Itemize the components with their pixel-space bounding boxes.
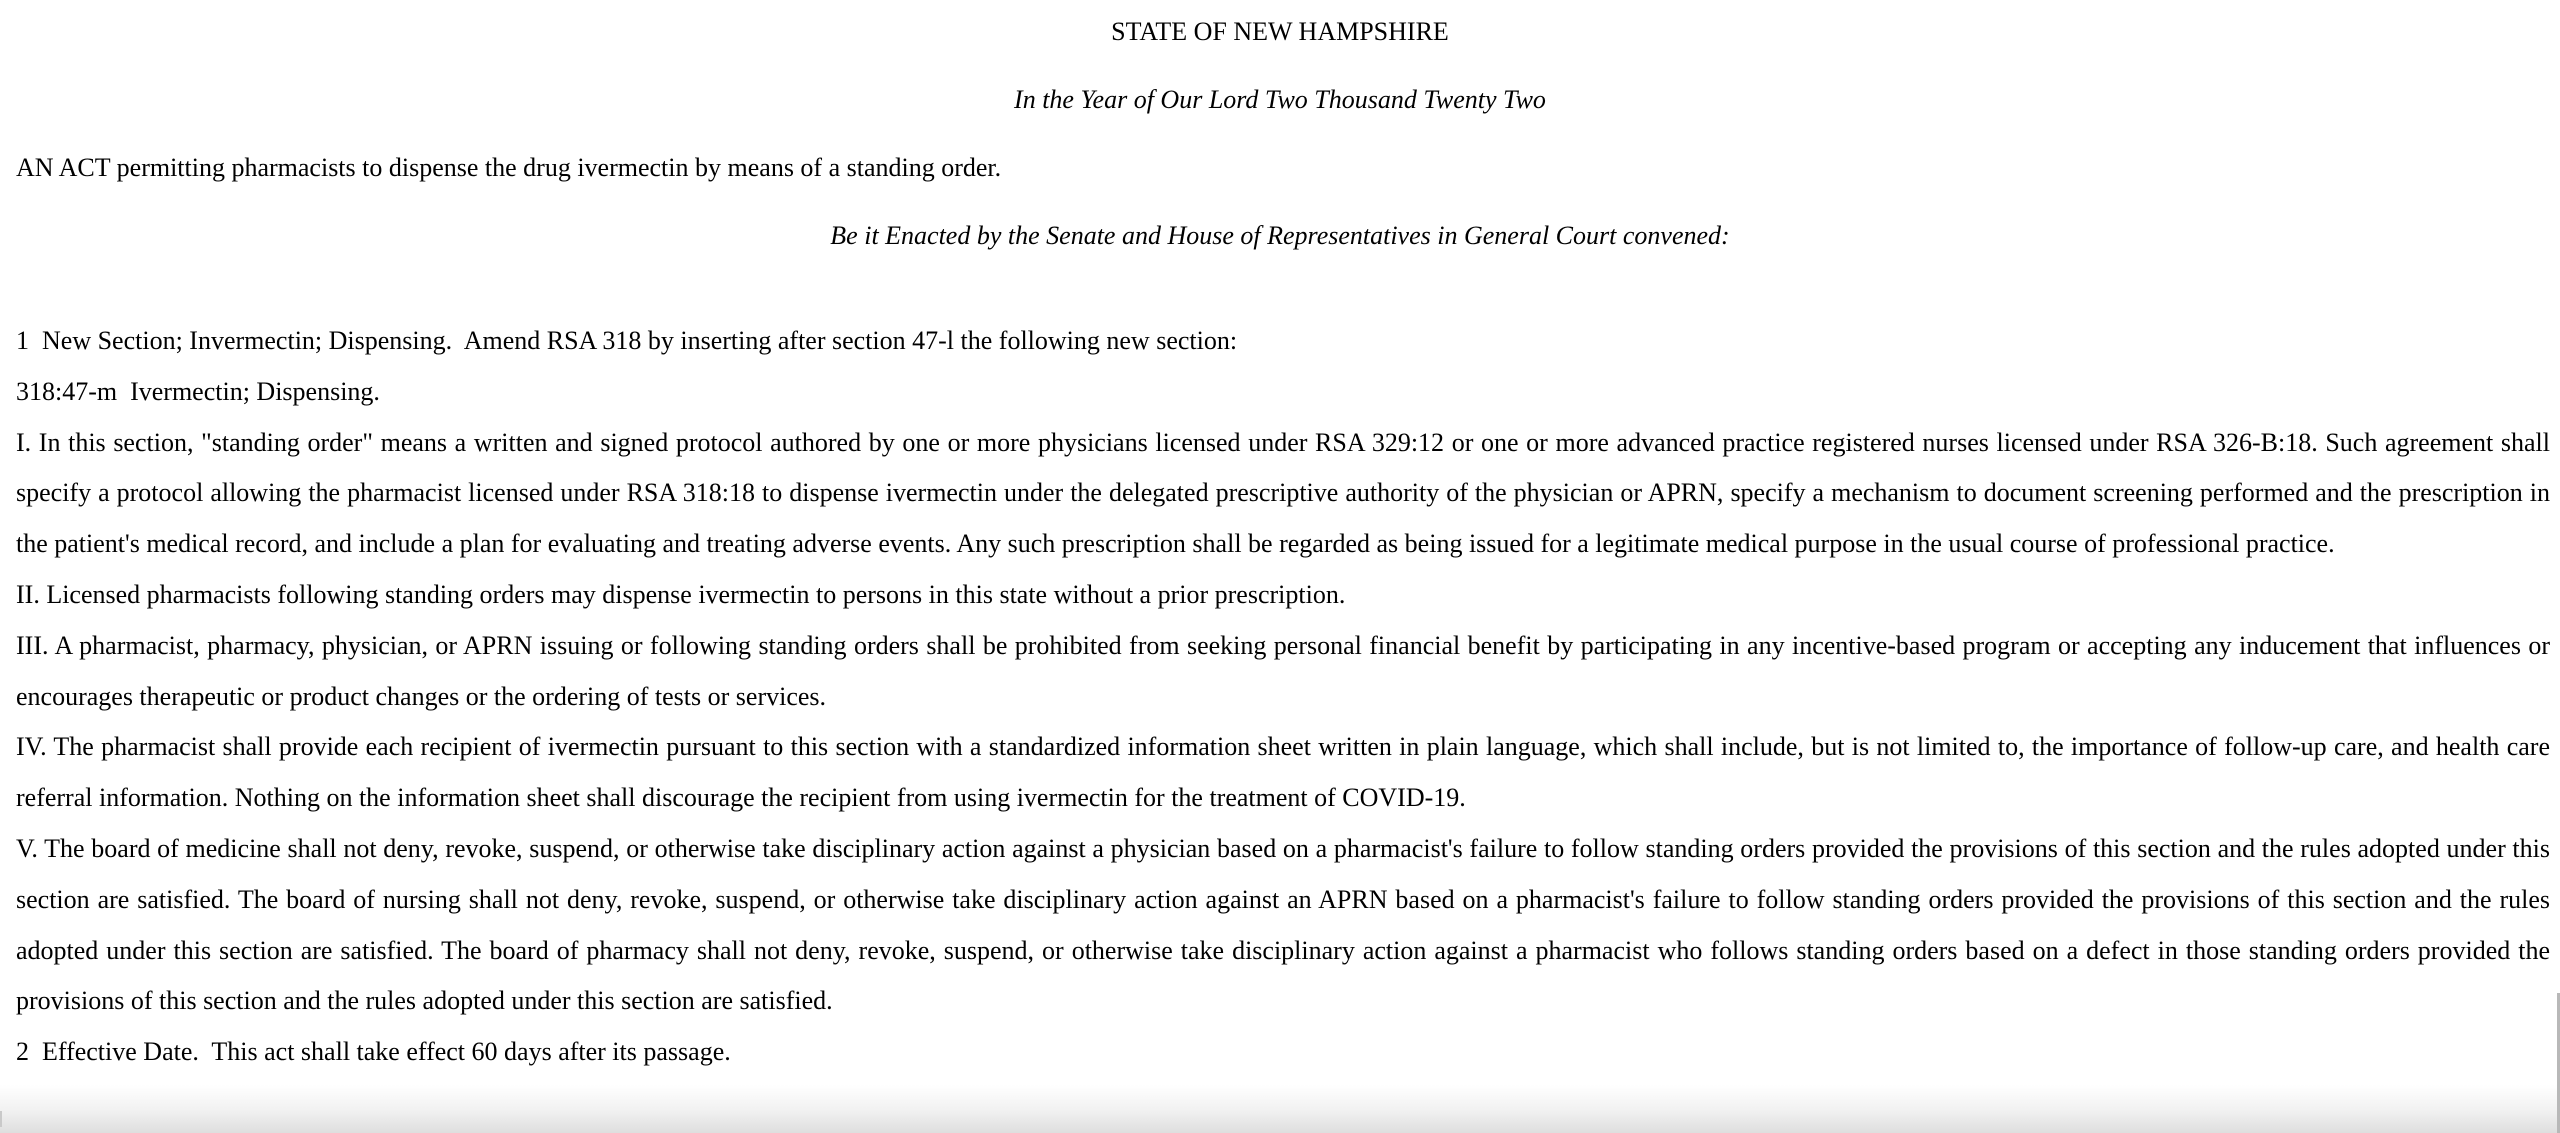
page-left-edge-shadow [0, 1111, 2, 1127]
act-title-line: AN ACT permitting pharmacists to dispense the drug ivermectin by means of a standing order. [16, 153, 1002, 182]
section-1-intro-line: 1 New Section; Invermectin; Dispensing. Amend RSA 318 by inserting after section 47-l the following new section: [16, 326, 1238, 355]
paragraph-iii: III. A pharmacist, pharmacy, physician, or APRN issuing or following standing orders shall be prohibited from seeking personal financial benefit by participating in any incentive-based program or accepting any inducement that influences or encourages therapeutic or product changes or the ordering of tests or services. [16, 630, 2557, 711]
paragraph-i: I. In this section, "standing order" means a written and signed protocol authored by one or more physicians licensed under RSA 329:12 or one or more advanced practice registered nurses licensed under RSA 326-B:18. Such agreement shall specify a protocol allowing the pharmacist licensed under RSA 318:18 to dispense ivermectin under the delegated prescriptive authority of the physician or APRN, specify a mechanism to document screening performed and the prescription in the patient's medical record, and include a plan for evaluating and treating adverse events. Any such prescription shall be regarded as being issued for a legitimate medical purpose in the usual course of professional practice. [16, 427, 2557, 559]
page-bottom-edge-shadow [0, 1085, 2560, 1133]
bill-body [0, 316, 2560, 1078]
paragraph-ii: II. Licensed pharmacists following standing orders may dispense ivermectin to persons in this state without a prior prescription. [16, 579, 1346, 609]
paragraph-iv: IV. The pharmacist shall provide each recipient of ivermectin pursuant to this section with a standardized information sheet written in plain language, which shall include, but is not limited to, the importance of follow-up care, and health care referral information. Nothing on the information sheet shall discourage the recipient from using ivermectin for the treatment of COVID-19. [16, 732, 2557, 813]
state-title: STATE OF NEW HAMPSHIRE [1111, 17, 1449, 46]
paragraph-v: V. The board of medicine shall not deny, revoke, suspend, or otherwise take disciplinary action against a physician based on a pharmacist's failure to follow standing orders provided the provisions of this section and the rules adopted under this section are satisfied. The board of nursing shall not deny, revoke, suspend, or otherwise take disciplinary action against an APRN based on a pharmacist's failure to follow standing orders provided the provisions of this section and the rules adopted under this section are satisfied. The board of pharmacy shall not deny, revoke, suspend, or otherwise take disciplinary action against a pharmacist who follows standing orders based on a defect in those standing orders provided the provisions of this section and the rules adopted under this section are satisfied. [16, 833, 2557, 1016]
section-2-effective-date-line: 2 Effective Date. This act shall take effect 60 days after its passage. [16, 1037, 731, 1067]
year-line: In the Year of Our Lord Two Thousand Twenty Two [1014, 85, 1546, 114]
section-318-47-m-line: 318:47-m Ivermectin; Dispensing. [16, 376, 380, 406]
enacting-clause: Be it Enacted by the Senate and House of Representatives in General Court convened: [830, 221, 1730, 250]
